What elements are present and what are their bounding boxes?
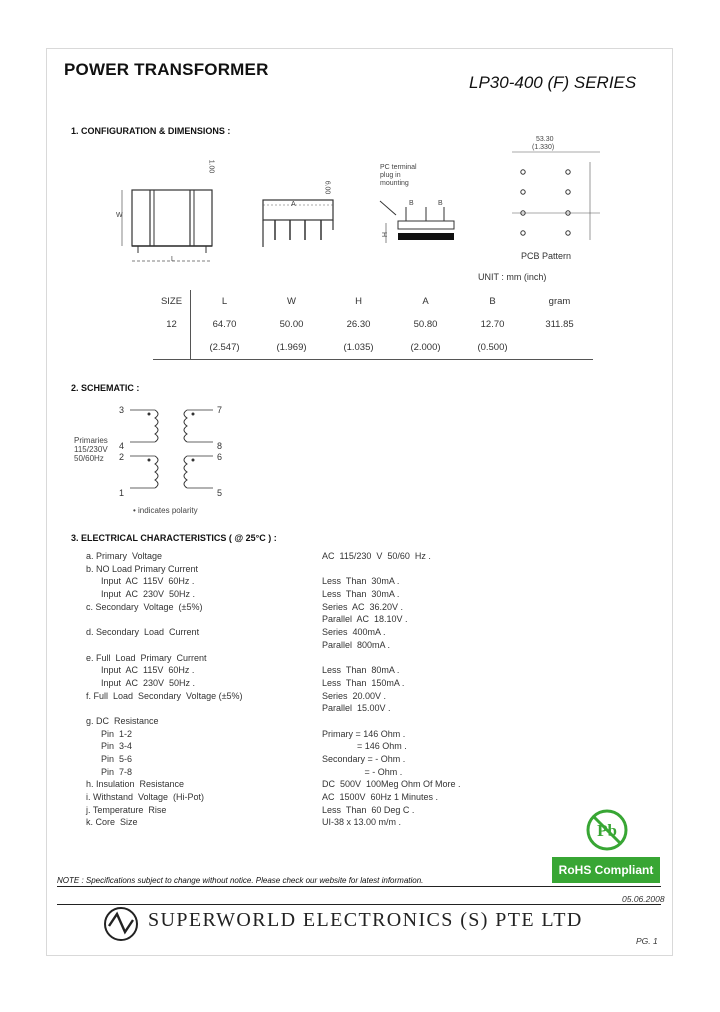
electrical-param: h. Insulation Resistance — [86, 779, 185, 790]
pb-free-icon — [585, 808, 629, 852]
electrical-value: = - Ohm . — [322, 766, 403, 777]
electrical-value: Less Than 150mA . — [322, 677, 405, 688]
company-name: SUPERWORLD ELECTRONICS (S) PTE LTD — [148, 909, 583, 931]
dim-l-label: L — [171, 256, 175, 263]
table-cell: 64.70 — [212, 319, 237, 330]
table-cell: (1.969) — [258, 336, 325, 360]
electrical-param: k. Core Size — [86, 817, 138, 828]
pcb-dim-top-inch: (1.330) — [532, 144, 555, 151]
divider — [57, 904, 661, 905]
table-cell: 26.30 — [346, 319, 371, 330]
table-header-row — [153, 290, 593, 313]
pin-3-label: 3 — [119, 405, 125, 415]
electrical-value: Series 20.00V . — [322, 690, 387, 701]
electrical-param: Pin 3-4 — [86, 741, 133, 752]
pc-terminal-drawing — [378, 195, 460, 257]
electrical-value: Less Than 30mA . — [322, 589, 400, 600]
table-cell: B — [489, 296, 496, 307]
primaries-label: Primaries 115/230V 50/60Hz — [74, 436, 108, 463]
footer-date: 05.06.2008 — [622, 894, 665, 904]
electrical-value: AC 1500V 60Hz 1 Minutes . — [322, 792, 439, 803]
dim-h-label: H — [380, 231, 388, 238]
electrical-param — [86, 702, 243, 715]
pcb-pattern-label: PCB Pattern — [521, 251, 572, 261]
electrical-value — [322, 652, 461, 665]
table-cell: L — [221, 296, 228, 307]
divider — [57, 886, 661, 887]
electrical-value — [322, 715, 461, 728]
electrical-param: Input AC 230V 50Hz . — [86, 677, 196, 688]
series-title: LP30-400 (F) SERIES — [469, 73, 637, 92]
pcb-pattern-drawing — [510, 150, 602, 250]
pin-6-label: 6 — [217, 452, 223, 462]
electrical-value: DC 500V 100Meg Ohm Of More . — [322, 779, 461, 790]
electrical-param: Input AC 115V 60Hz . — [86, 576, 195, 587]
electrical-heading: 3. ELECTRICAL CHARACTERISTICS ( @ 25°C ) : — [71, 533, 277, 543]
pin-4-label: 4 — [119, 441, 125, 451]
electrical-param: Input AC 115V 60Hz . — [86, 665, 195, 676]
pin-7-label: 7 — [217, 405, 223, 415]
electrical-value: Less Than 30mA . — [322, 576, 400, 587]
dim-a-label: A — [291, 201, 296, 208]
pc-terminal-label: PC terminal plug in mounting — [380, 164, 417, 187]
company-logo-icon — [103, 906, 139, 942]
electrical-param: c. Secondary Voltage (±5%) — [86, 601, 203, 612]
electrical-value: Parallel 15.00V . — [322, 703, 391, 714]
electrical-value: Parallel 800mA . — [322, 639, 391, 650]
dimensions-table — [153, 290, 593, 360]
table-cell: 50.00 — [279, 319, 304, 330]
electrical-param: f. Full Load Secondary Voltage (±5%) — [86, 690, 243, 701]
pin-8-label: 8 — [217, 441, 223, 451]
table-cell: A — [422, 296, 429, 307]
electrical-param: Pin 7-8 — [86, 766, 133, 777]
front-view-drawing — [110, 155, 220, 270]
pin-5-label: 5 — [217, 488, 223, 498]
dim-pin-length: 6.00 — [323, 180, 331, 195]
electrical-param: Pin 5-6 — [86, 754, 133, 764]
table-cell: gram — [548, 296, 571, 307]
table-row — [153, 336, 593, 360]
electrical-param — [86, 613, 243, 626]
dim-h-top: 1.00 — [207, 159, 215, 174]
electrical-parameters — [86, 550, 243, 829]
unit-label: UNIT : mm (inch) — [478, 272, 547, 282]
schematic-heading: 2. SCHEMATIC : — [71, 383, 140, 393]
table-cell: (0.500) — [459, 336, 526, 360]
polarity-note: • indicates polarity — [133, 506, 198, 515]
electrical-param: Input AC 230V 50Hz . — [86, 589, 196, 600]
table-cell: (1.035) — [325, 336, 392, 360]
electrical-value: Parallel AC 18.10V . — [322, 614, 408, 625]
schematic-drawing — [125, 404, 223, 499]
dim-b-label-2: B — [438, 200, 443, 207]
table-cell: H — [355, 296, 362, 307]
table-cell: SIZE — [153, 290, 191, 313]
table-cell: 12 — [153, 313, 191, 336]
electrical-value: Series 400mA . — [322, 627, 386, 638]
pb-symbol: Pb — [597, 821, 617, 840]
electrical-param: j. Temperature Rise — [86, 804, 167, 815]
table-cell: W — [287, 296, 296, 307]
electrical-value: Primary = 146 Ohm . — [322, 728, 406, 739]
electrical-param: d. Secondary Load Current — [86, 627, 200, 638]
electrical-param: i. Withstand Voltage (Hi-Pot) — [86, 792, 205, 803]
electrical-value: Less Than 80mA . — [322, 665, 400, 676]
electrical-param — [86, 639, 243, 652]
pcb-dim-top: 53.30 — [536, 136, 554, 143]
pin-2-label: 2 — [119, 452, 125, 462]
table-cell: (2.000) — [392, 336, 459, 360]
page-number: PG. 1 — [636, 936, 658, 946]
electrical-value: Less Than 60 Deg C . — [322, 804, 415, 815]
table-cell: 12.70 — [480, 319, 505, 330]
table-cell: 311.85 — [545, 319, 574, 330]
electrical-value: Secondary = - Ohm . — [322, 754, 406, 764]
electrical-param: a. Primary Voltage — [86, 551, 163, 561]
table-cell: 50.80 — [413, 319, 438, 330]
electrical-param: Pin 1-2 — [86, 728, 133, 739]
rohs-compliant-badge: RoHS Compliant — [552, 857, 660, 883]
electrical-value: UI-38 x 13.00 m/m . — [322, 817, 402, 828]
dim-w-label: W — [116, 212, 123, 219]
electrical-param: b. NO Load Primary Current — [86, 563, 199, 574]
document-title: POWER TRANSFORMER — [64, 60, 269, 79]
table-row — [153, 313, 593, 336]
pin-1-label: 1 — [119, 488, 125, 498]
electrical-value: = 146 Ohm . — [322, 741, 407, 752]
table-cell — [526, 336, 593, 360]
table-cell: (2.547) — [191, 336, 259, 360]
table-cell — [153, 336, 191, 360]
electrical-value: AC 115/230 V 50/60 Hz . — [322, 551, 431, 561]
electrical-param: g. DC Resistance — [86, 715, 159, 726]
dim-b-label-1: B — [409, 200, 414, 207]
electrical-param: e. Full Load Primary Current — [86, 652, 207, 663]
electrical-values — [322, 550, 461, 829]
electrical-value — [322, 563, 461, 576]
side-view-drawing — [255, 175, 350, 250]
footer-note: NOTE : Specifications subject to change without notice. Please check our website for latest information. — [57, 876, 424, 885]
config-heading: 1. CONFIGURATION & DIMENSIONS : — [71, 126, 231, 136]
electrical-value: Series AC 36.20V . — [322, 601, 404, 612]
